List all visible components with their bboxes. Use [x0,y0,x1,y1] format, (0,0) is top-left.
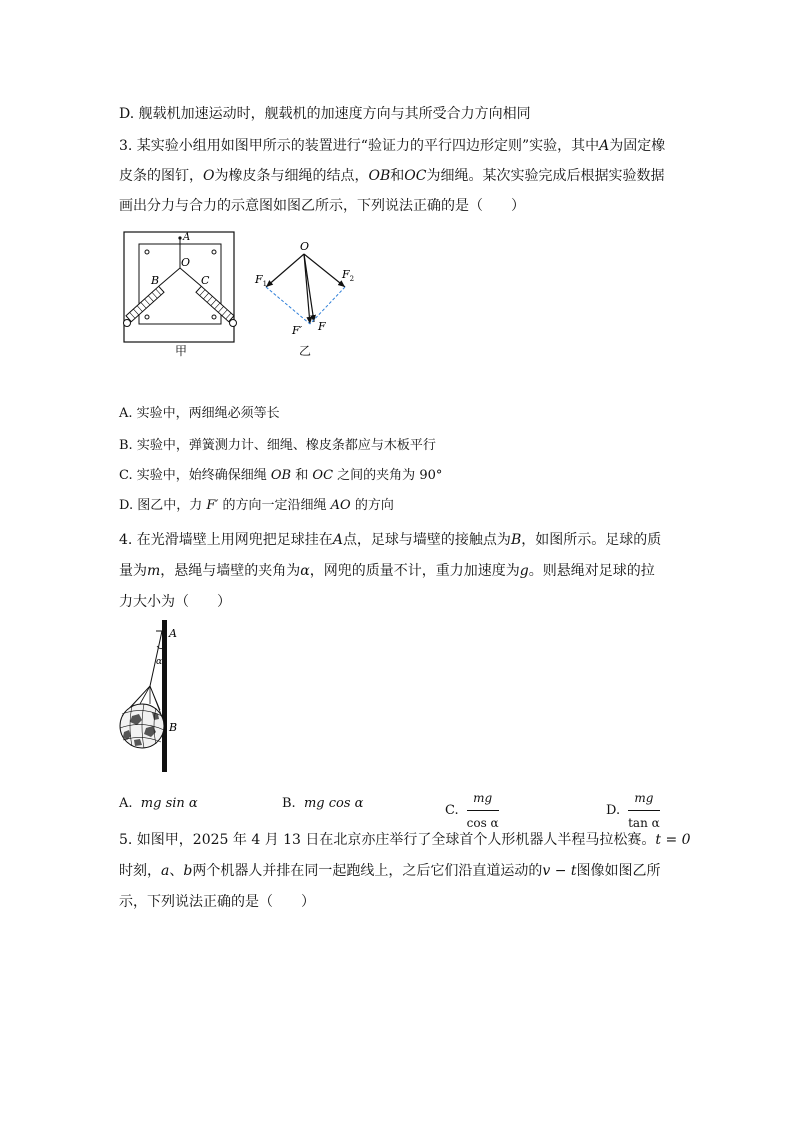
q3-option-d [119,496,394,516]
q3-text: 为固定橡 [609,138,666,154]
label-f-prime: F′ [292,324,303,337]
label-c: C [201,274,210,287]
fraction-numerator: mg [467,788,499,811]
q3-var: OB [368,168,391,184]
q5-text: 5. 如图甲，2025 年 4 月 13 日在北京亦庄举行了全球首个人形机器人半程马拉松赛。 [119,832,656,848]
q3-stem-line-2 [119,166,664,186]
q2-option-d: D. 舰载机加速运动时，舰载机的加速度方向与其所受合力方向相同 [119,106,531,122]
q3-text: 和 [295,468,309,483]
vector-f1 [266,254,304,287]
q4-option-b [282,794,363,814]
q3-text: 皮条的图钉， [119,168,203,184]
q4-var: g [519,563,529,579]
q3-option-a: A. 实验中，两细绳必须等长 [119,406,280,421]
figure-caption-yi: 乙 [299,344,312,358]
q3-text: 为橡皮条与细绳的结点， [214,168,369,184]
label-o: O [300,240,310,253]
q4-stem-line-2 [119,561,655,581]
q4-text: ，如图所示。足球的质 [521,532,662,548]
q3-option-b: B. 实验中，弹簧测力计、细绳、橡皮条都应与木板平行 [119,438,436,453]
fraction-denominator: cos α [466,816,499,830]
q3-text: 的方向一定沿细绳 [222,498,327,513]
q4-option-c [445,788,499,833]
fraction-numerator: mg [628,788,660,811]
fraction [628,788,660,833]
thumbtack-icon [212,315,216,319]
option-expression: mg sin α [140,796,198,811]
label-a: A [183,232,191,243]
q3-text: 为细绳。某次实验完成后根据实验数据 [426,168,665,184]
parallelogram-edge [266,287,310,324]
q5-text: 两个机器人并排在同一起跑线上，之后它们沿直道运动的 [192,863,543,879]
option-expression: mg cos α [303,796,364,811]
string-ob [159,268,180,286]
q3-figure-yi [252,236,362,340]
q5-text: 时刻， [119,863,161,879]
q3-text: 3. 某实验小组用如图甲所示的装置进行“验证力的平行四边形定则”实验，其中 [119,138,600,154]
q4-text: 4. 在光滑墙壁上用网兜把足球挂在 [119,532,333,548]
q3-stem-line-1 [119,136,665,156]
label-o: O [181,256,191,269]
q3-stem-line-3: 画出分力与合力的示意图如图乙所示，下列说法正确的是（ ） [119,198,525,214]
label-b: B [151,274,160,287]
q5-stem-line-1 [119,830,691,850]
fraction-denominator: tan α [628,816,660,830]
figure-caption-jia: 甲 [175,344,188,358]
q4-var: α [300,563,310,579]
q5-text: 图像如图乙所 [576,863,661,879]
option-label: C. [445,803,459,818]
q4-text: 量为 [119,563,147,579]
q5-var: b [183,863,193,879]
label-f2: $F_2$ [342,268,355,283]
q5-text: 、 [169,863,184,879]
thumbtack-icon [145,250,149,254]
string-oc [180,268,201,286]
q3-var: AO [330,498,351,513]
q3-var: O [203,168,215,184]
q3-text: C. 实验中，始终确保细绳 [119,468,267,483]
q4-option-a [119,794,198,814]
scale-ring-icon [124,320,131,327]
q4-stem-line-1 [119,530,661,550]
q5-stem-line-3: 示，下列说法正确的是（ ） [119,894,315,910]
option-label: D. [606,803,621,818]
q3-text: 的方向 [354,498,394,513]
q5-var: v − t [542,863,577,879]
label-alpha: α [156,657,163,667]
spring-scale-c-icon [196,286,234,321]
q3-figure-jia [119,228,239,348]
q5-var: t = 0 [655,832,691,848]
fraction [467,788,499,833]
q5-var: a [161,863,170,879]
q4-var: A [332,532,343,548]
vector-f2 [304,254,345,287]
board-outer [124,232,234,342]
q3-text: D. 图乙中，力 [119,498,203,513]
option-label: A. [119,796,133,811]
q3-text: 之间的夹角为 [337,468,416,483]
q4-stem-line-3: 力大小为（ ） [119,594,231,610]
q4-text: 点，足球与墙壁的接触点为 [342,532,511,548]
q5-stem-line-2 [119,861,661,881]
thumbtack-icon [212,250,216,254]
pin-a-icon [178,236,181,239]
q4-option-d [606,788,660,833]
q4-var: m [147,563,161,579]
parallelogram-edge [310,287,345,324]
wall [162,620,167,772]
q3-var: F′ [206,498,219,513]
q3-var: OC [312,468,334,483]
q4-text: ，网兜的质量不计，重力加速度为 [309,563,520,579]
q4-text: 。则悬绳对足球的拉 [528,563,655,579]
scale-ring-icon [230,320,237,327]
q4-figure-ball-wall [116,618,186,776]
q3-angle: 90° [419,468,443,483]
q3-var: OC [404,168,427,184]
option-label: B. [282,796,296,811]
q3-var: OB [270,468,292,483]
q3-option-c [119,466,442,486]
label-f: F [318,320,326,333]
q4-var: B [510,532,522,548]
thumbtack-icon [145,315,149,319]
q3-var: A [599,138,610,154]
label-a: A [169,627,177,640]
label-b: B [169,721,178,734]
label-f1: $F_1$ [255,273,268,288]
q4-text: ，悬绳与墙壁的夹角为 [160,563,301,579]
soccer-ball-icon [120,704,164,748]
q3-text: 和 [390,168,405,184]
